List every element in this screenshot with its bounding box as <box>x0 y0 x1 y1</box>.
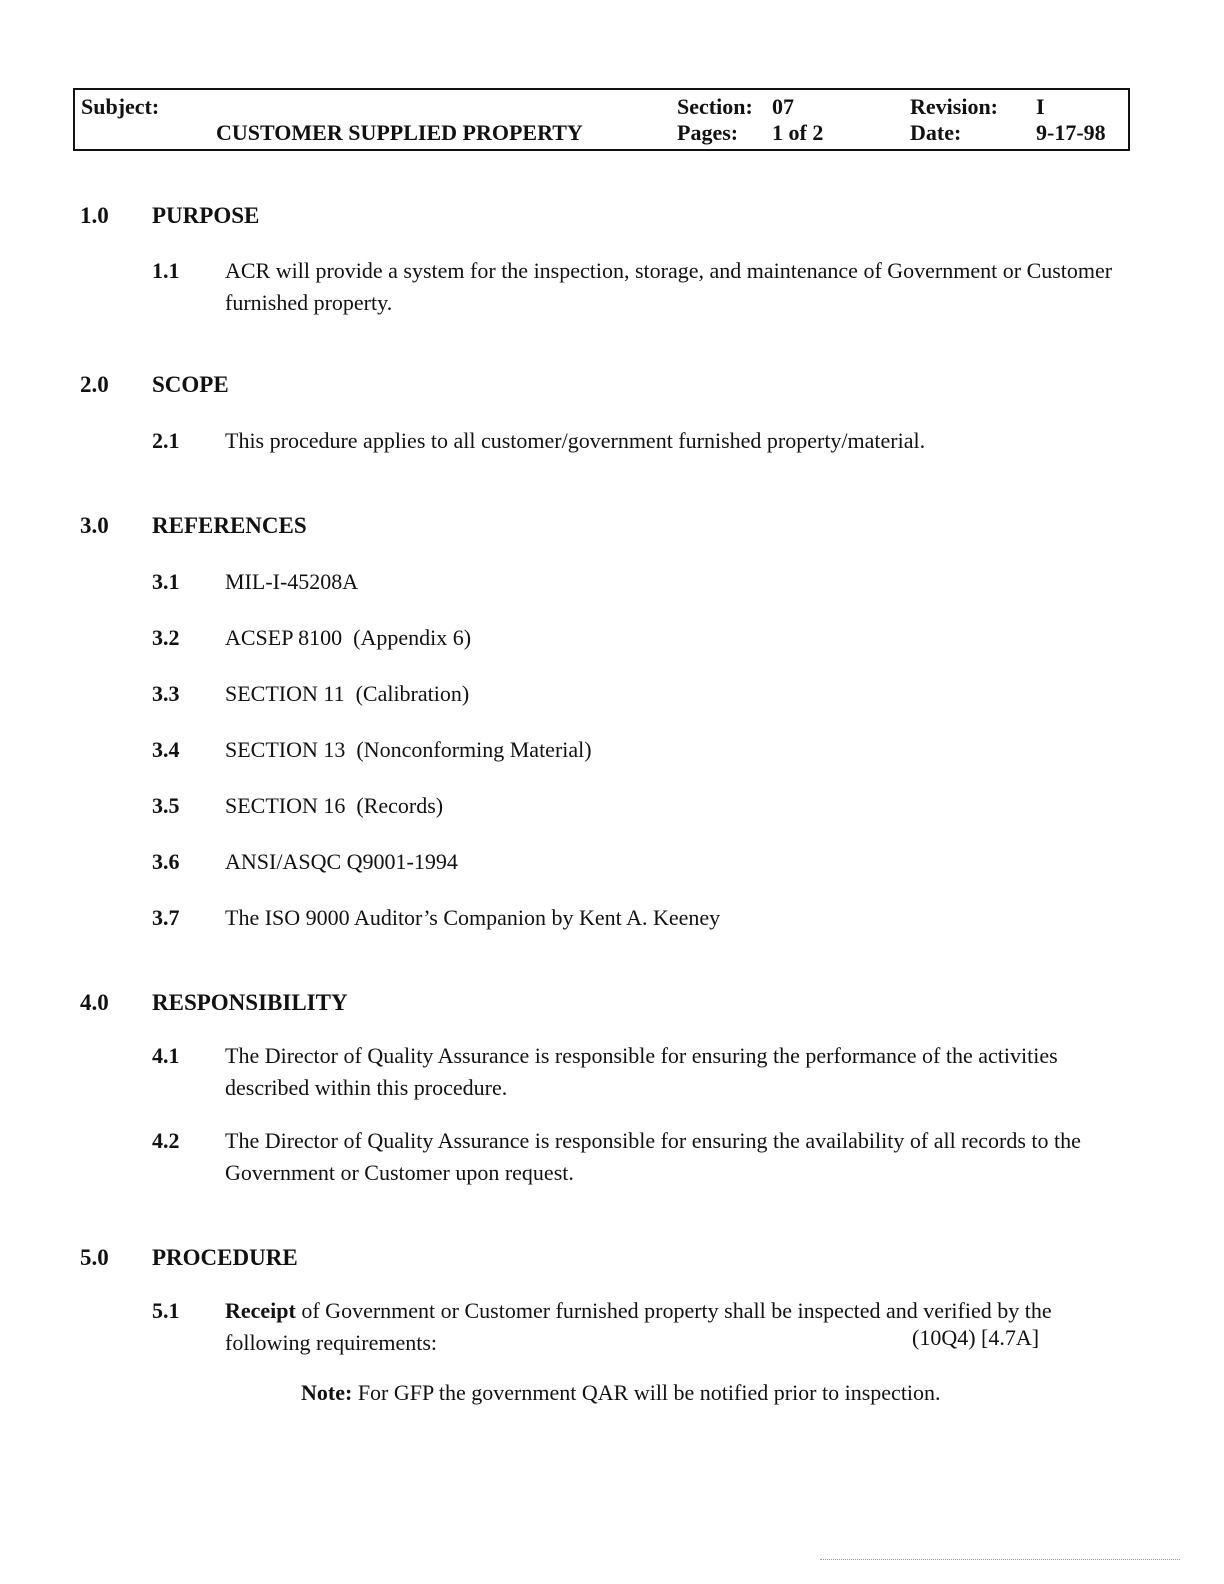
note-label: Note: <box>301 1380 353 1405</box>
pages-label: Pages: <box>677 120 739 145</box>
section-title: SCOPE <box>152 372 229 397</box>
section-value: 07 <box>772 94 794 119</box>
section-title: REFERENCES <box>152 513 307 538</box>
item-number: 3.4 <box>152 737 180 762</box>
section-number: 2.0 <box>80 372 109 397</box>
item-text: SECTION 11 (Calibration) <box>225 681 470 706</box>
item-text: SECTION 16 (Records) <box>225 793 444 818</box>
item-number: 5.1 <box>152 1298 180 1323</box>
item-number: 3.3 <box>152 681 180 706</box>
item-number: 4.1 <box>152 1043 180 1068</box>
revision-value: I <box>1036 94 1045 119</box>
item-text: ACSEP 8100 (Appendix 6) <box>225 625 472 650</box>
item-number: 3.1 <box>152 569 180 594</box>
item-text: ANSI/ASQC Q9001-1994 <box>225 849 458 874</box>
item-number: 2.1 <box>152 428 180 453</box>
item-text: The Director of Quality Assurance is responsible for ensuring the performance of the activities described within this procedure. <box>225 1043 1058 1100</box>
subject-label: Subject: <box>81 94 160 119</box>
subject-value: CUSTOMER SUPPLIED PROPERTY <box>216 120 583 145</box>
section-label: Section: <box>677 94 753 119</box>
footer-rule <box>820 1559 1180 1560</box>
item-text: SECTION 13 (Nonconforming Material) <box>225 737 592 762</box>
item-number: 3.5 <box>152 793 180 818</box>
date-label: Date: <box>910 120 962 145</box>
item-bold-lead: Receipt <box>225 1298 296 1323</box>
item-text: The Director of Quality Assurance is responsible for ensuring the availability of all records to the Government or Customer upon request. <box>225 1128 1081 1185</box>
pages-value: 1 of 2 <box>772 120 824 145</box>
item-text: MIL-I-45208A <box>225 569 359 594</box>
item-text: ACR will provide a system for the inspection, storage, and maintenance of Government or Customer furnished property. <box>225 258 1113 315</box>
section-title: RESPONSIBILITY <box>152 990 348 1015</box>
item-number: 4.2 <box>152 1128 180 1153</box>
section-number: 4.0 <box>80 990 109 1015</box>
item-number: 1.1 <box>152 258 180 283</box>
date-value: 9-17-98 <box>1036 120 1106 145</box>
section-number: 5.0 <box>80 1245 109 1270</box>
revision-label: Revision: <box>910 94 998 119</box>
item-text: The ISO 9000 Auditor’s Companion by Kent A. Keeney <box>225 905 721 930</box>
note-text: For GFP the government QAR will be notified prior to inspection. <box>352 1380 941 1405</box>
document-header <box>73 88 1130 151</box>
section-number: 1.0 <box>80 203 109 228</box>
section-title: PROCEDURE <box>152 1245 298 1270</box>
requirement-code: (10Q4) [4.7A] <box>912 1325 1040 1350</box>
item-body: of Government or Customer furnished property shall be inspected and verified by the following requirements: <box>225 1298 1052 1355</box>
item-number: 3.2 <box>152 625 180 650</box>
item-text: This procedure applies to all customer/government furnished property/material. <box>225 428 926 453</box>
item-number: 3.6 <box>152 849 180 874</box>
item-number: 3.7 <box>152 905 180 930</box>
section-title: PURPOSE <box>152 203 260 228</box>
note <box>301 1380 941 1406</box>
section-number: 3.0 <box>80 513 109 538</box>
